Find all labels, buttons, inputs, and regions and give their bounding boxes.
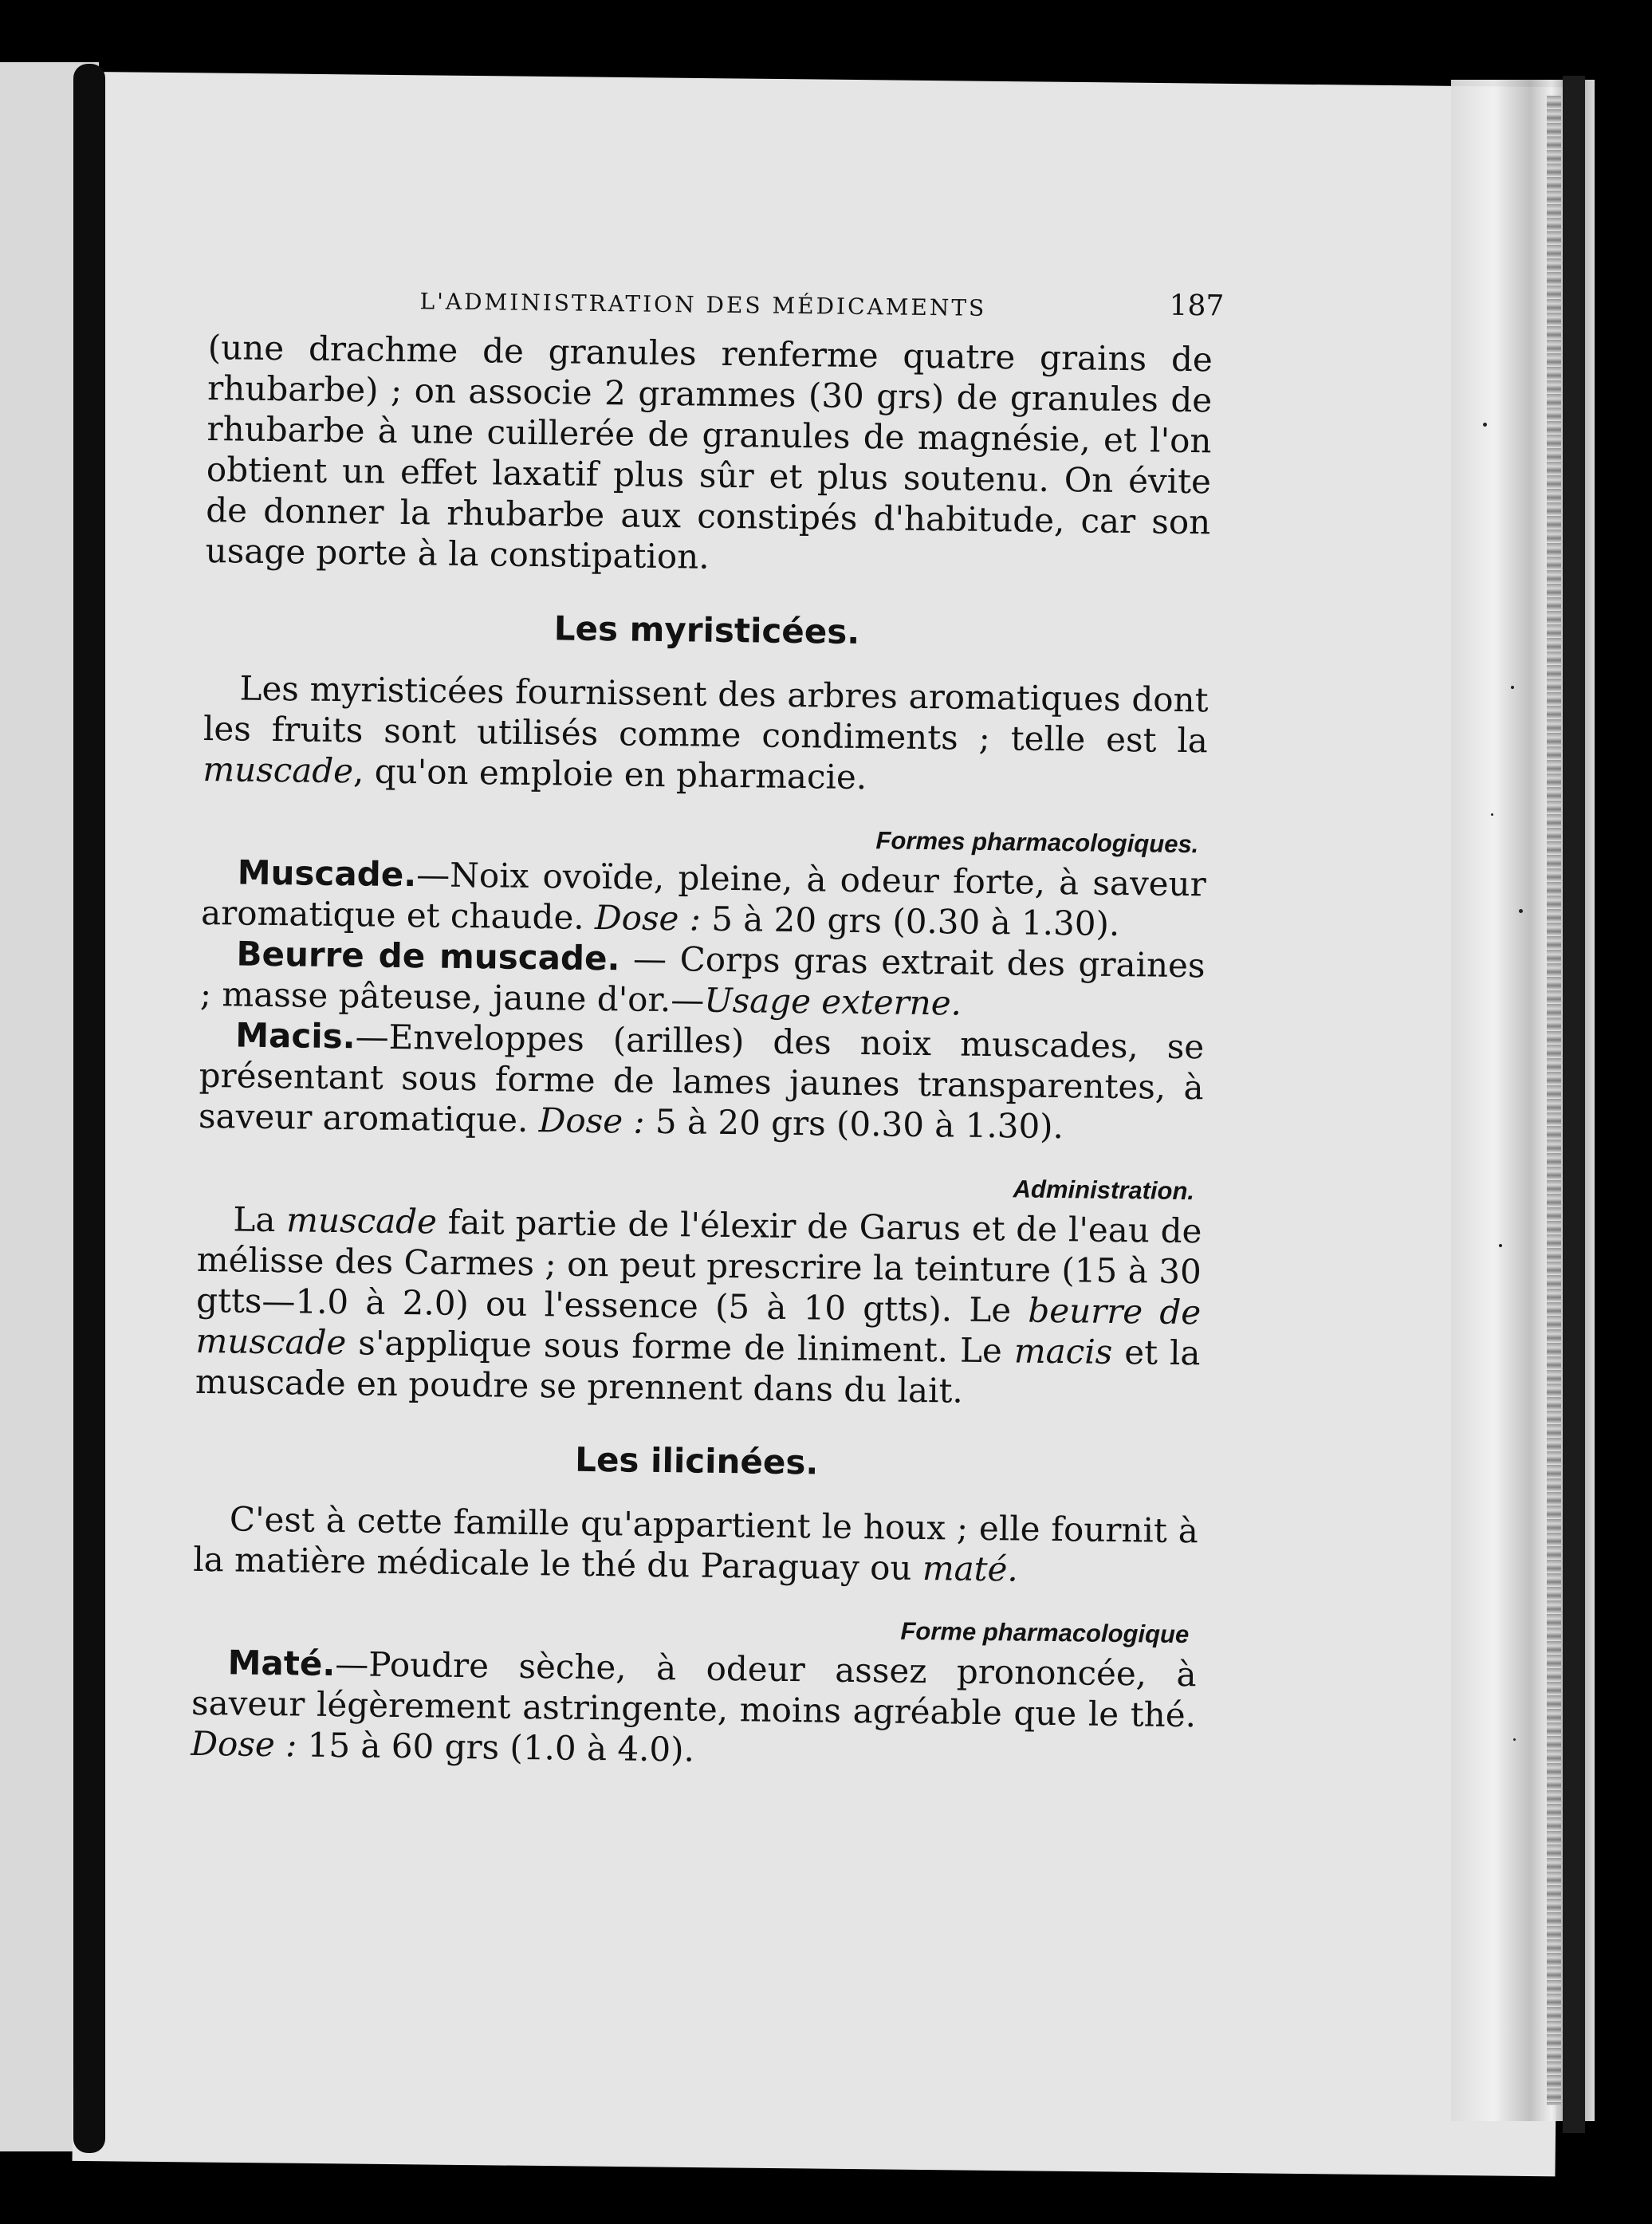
subheading-administration: Administration. [1013,1175,1195,1206]
page-number: 187 [1169,289,1225,323]
mate-dose-label: Dose : [191,1723,297,1765]
book-gutter [73,64,105,2153]
page-content [191,271,1225,1776]
administration-paragraph [195,1199,1202,1414]
term-macis: Macis. [234,1015,356,1057]
mate-text: —Poudre sèche, à odeur assez prononcée, à saveur légèrement astringente, moins agréable que le thé. [191,1644,1197,1735]
subheading-formes: Formes pharmacologiques. [875,826,1199,859]
subheading-forme: Forme pharmacologique [900,1616,1190,1649]
admin-text-1: La [233,1199,287,1240]
intro-paragraph: (une drachme de granules renferme quatre grains de rhubarbe) ; on associe 2 grammes (30 grs) de granules de rhubarbe à une cuillerée de granules de magnésie, et l'on obtient un effet laxatif plus sûr et plus soutenu. On évite de donner la rhubarbe aux constipés d'habitude, car son usage porte à la constipation. [205,327,1213,577]
muscade-dose: 5 à 20 grs (0.30 à 1.30). [700,899,1120,944]
entry-muscade [201,852,1206,945]
myristicees-italic: muscade [203,749,354,791]
muscade-dose-label: Dose : [594,897,702,939]
macis-text: —Enveloppes (arilles) des noix muscades, se présentant sous forme de lames jaunes transparentes, à saveur aromatique. [198,1017,1205,1140]
admin-italic-3: macis [1013,1331,1113,1372]
ilicinees-italic: maté. [922,1549,1019,1589]
admin-italic-1: muscade [285,1200,438,1242]
myristicees-text: Les myristicées fournissent des arbres aromatiques dont les fruits sont utilisés comme condiments ; telle est la [203,668,1209,761]
running-head-title: L'ADMINISTRATION DES MÉDICAMENTS [419,288,987,321]
term-mate: Maté. [227,1643,336,1684]
muscade-text: —Noix ovoïde, pleine, à odeur forte, à saveur aromatique et chaude. [200,855,1206,937]
admin-text-2: fait partie de l'élexir de Garus et de l'eau de mélisse des Carmes ; on peut prescrire la teinture (15 à 30 gtts—1.0 à 2.0) ou l'essence (5 à 10 gtts). Le [195,1202,1202,1330]
admin-text-3: s'applique sous forme de liniment. Le [346,1323,1015,1371]
term-beurre: Beurre de muscade. [236,934,620,978]
beurre-text: — Corps gras extrait des graines ; masse pâteuse, jaune d'or.— [199,939,1206,1020]
term-muscade: Muscade. [237,852,417,895]
page-edge-shadow [1563,76,1585,2133]
myristicees-text-end: , qu'on emploie en pharmacie. [352,751,867,797]
beurre-usage: Usage externe. [703,980,962,1023]
ilicinees-text: C'est à cette famille qu'appartient le houx ; elle fournit à la matière médicale le thé du Paraguay ou [192,1499,1199,1588]
entry-macis [199,1014,1205,1148]
ilicinees-paragraph [193,1498,1198,1592]
macis-dose-label: Dose : [538,1100,645,1141]
myristicees-paragraph [203,667,1209,801]
section-heading-myristicees: Les myristicées. [553,608,860,652]
admin-italic-2: beurre de muscade [195,1290,1202,1363]
mate-dose: 15 à 60 grs (1.0 à 4.0). [297,1725,695,1769]
entry-mate [191,1642,1197,1776]
page-stack-strip [1547,96,1561,2105]
section-heading-ilicinees: Les ilicinées. [574,1439,819,1482]
entry-beurre [200,933,1206,1026]
macis-dose: 5 à 20 grs (0.30 à 1.30). [644,1101,1064,1147]
admin-text-4: et la muscade en poudre se prennent dans du lait. [195,1332,1201,1411]
